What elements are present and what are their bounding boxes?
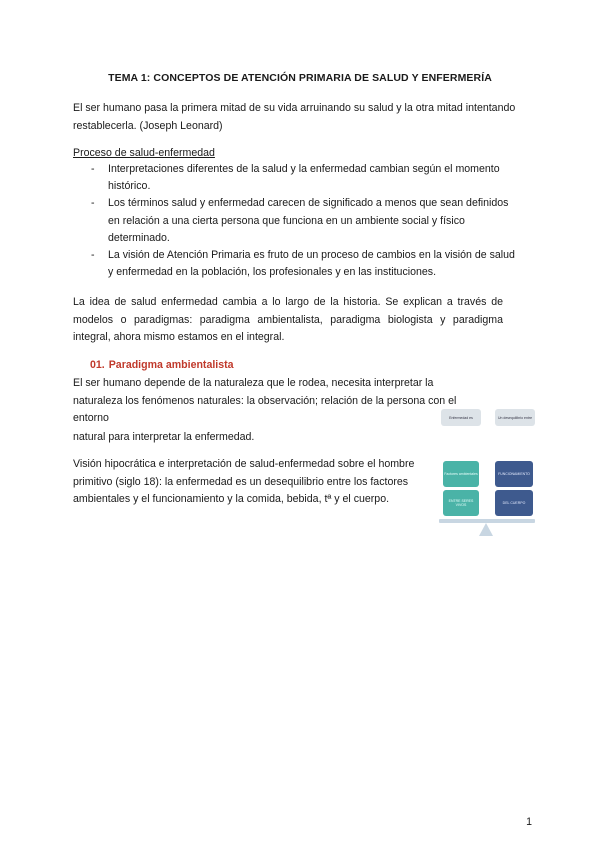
hippocratic-paragraph: Visión hipocrática e interpretación de salud-enfermedad sobre el hombre primitivo (siglo 18): la enfermedad es un desequilibrio entre los factores ambientales y el funcionamiento y la comida, bebida, tª y el cuerpo. <box>73 458 415 505</box>
diagram-left-bottom: ENTRE SERES VIVOS <box>443 490 479 516</box>
diagram-balance-pivot <box>479 523 493 536</box>
list-item <box>73 247 523 281</box>
environment-paragraph: El ser humano depende de la naturaleza que le rodea, necesita interpretar la naturaleza los fenómenos naturales: la observación; relación de la persona con el entorno <box>73 377 457 424</box>
bullet-list <box>73 161 523 281</box>
bullet-dash: - <box>91 249 95 262</box>
paradigm-heading-label: Paradigma ambientalista <box>108 359 234 371</box>
diagram-left-header: Enfermedad es <box>441 409 481 426</box>
list-item <box>73 195 523 247</box>
list-item-text: Los términos salud y enfermedad carecen de significado a menos que sean definidos en relación a una cierta persona que funciona en un ambiente social y físico determinado. <box>108 197 509 244</box>
paradigm-heading-number: 01. <box>90 359 105 371</box>
list-item-text: Interpretaciones diferentes de la salud y la enfermedad cambian según el momento histórico. <box>108 163 500 193</box>
list-item <box>73 161 523 195</box>
environment-paragraph-continuation: natural para interpretar la enfermedad. <box>73 431 255 443</box>
bullet-dash: - <box>91 163 95 175</box>
paradigms-paragraph: La idea de salud enfermedad cambia a lo largo de la historia. Se explican a través de modelos o paradigmas: paradigma ambientalista, paradigma biologista y paradigma integral, ahora mismo estamos en el integral. <box>73 296 503 343</box>
page-number: 1 <box>526 816 532 828</box>
diagram-left-top: Factores ambientales <box>443 461 479 487</box>
paradigm-heading <box>90 359 234 371</box>
page-title: TEMA 1: CONCEPTOS DE ATENCIÓN PRIMARIA DE SALUD Y ENFERMERÍA <box>108 72 492 84</box>
list-item-text: La visión de Atención Primaria es fruto de un proceso de cambios en la visión de salud y enfermedad en la población, los profesionales y en las instituciones. <box>108 249 515 279</box>
balance-diagram <box>437 405 537 540</box>
diagram-right-header: Un desequilibrio entre <box>495 409 535 426</box>
diagram-right-top: FUNCIONAMIENTO <box>495 461 533 487</box>
bullet-dash: - <box>91 197 95 210</box>
diagram-right-bottom: DEL CUERPO <box>495 490 533 516</box>
opening-quote: El ser humano pasa la primera mitad de su vida arruinando su salud y la otra mitad intentando restablecerla. (Joseph Leonard) <box>73 102 516 132</box>
section-heading: Proceso de salud-enfermedad <box>73 147 215 159</box>
